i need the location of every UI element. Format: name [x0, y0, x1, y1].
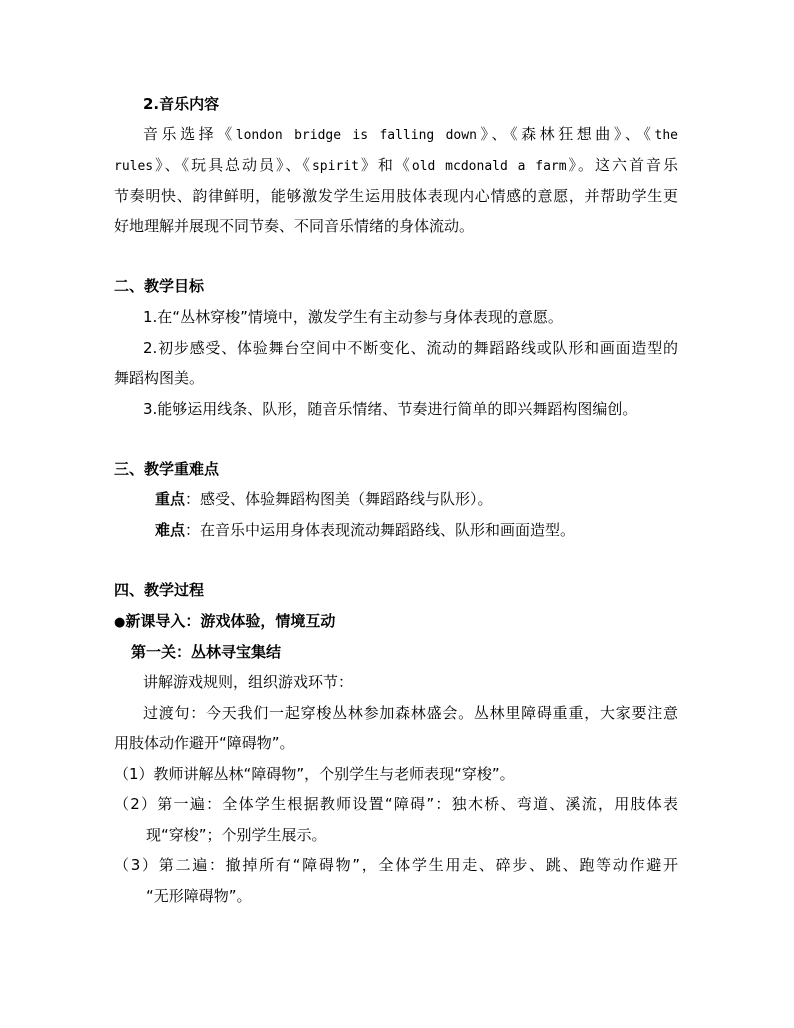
song-title: old mcdonald a farm — [411, 159, 567, 174]
game-rules-line: 讲解游戏规则，组织游戏环节： — [143, 673, 354, 691]
text-run: 》和《 — [358, 156, 412, 174]
music-para-line-4: 好地理解并展现不同节奏、不同音乐情绪的身体流动。 — [114, 217, 475, 235]
goal-item-3: 3.能够运用线条、队形，随音乐情绪、节奏进行简单的即兴舞蹈构图编创。 — [143, 400, 638, 418]
step-2-line-1: （2）第一遍：全体学生根据教师设置“障碍”：独木桥、弯道、溪流，用肢体表 — [114, 795, 678, 813]
bullet-icon: ● — [114, 615, 126, 630]
music-para-line-2 — [114, 155, 678, 175]
difficult-point-text: ：在音乐中运用身体表现流动舞蹈路线、队形和画面造型。 — [185, 521, 576, 539]
text-run: 音乐选择《 — [143, 125, 236, 143]
section-heading-process: 四、教学过程 — [114, 581, 205, 599]
step-3-line-1: （3）第二遍：撤掉所有“障碍物”，全体学生用走、碎步、跳、跑等动作避开 — [114, 856, 678, 874]
transition-line-2: 用肢体动作避开“障碍物”。 — [114, 734, 295, 752]
text-run: 》、《玩具总动员》、《 — [153, 156, 312, 174]
music-para-line-1 — [143, 124, 678, 144]
song-title: rules — [114, 159, 154, 174]
section-heading-key-points: 三、教学重难点 — [114, 460, 220, 478]
key-point-text: ：感受、体验舞蹈构图美（舞蹈路线与队形）。 — [185, 490, 493, 508]
song-title: london bridge is falling down — [235, 128, 477, 143]
goal-item-2-line-1: 2.初步感受、体验舞台空间中不断变化、流动的舞蹈路线或队形和画面造型的 — [143, 339, 678, 357]
music-para-line-3: 节奏明快、韵律鲜明，能够激发学生运用肢体表现内心情感的意愿，并帮助学生更 — [114, 187, 678, 205]
text-run: 》、《森林狂想曲》、《 — [476, 125, 655, 143]
song-title: the — [654, 128, 678, 143]
difficult-point-label: 难点 — [155, 521, 186, 539]
step-1: （1）教师讲解丛林“障碍物”，个别学生与老师表现“穿梭”。 — [114, 765, 515, 783]
new-lesson-intro-text: 新课导入：游戏体验，情境互动 — [125, 612, 336, 630]
step-2-line-2: 现“穿梭”；个别学生展示。 — [146, 826, 327, 844]
key-point-label: 重点 — [155, 490, 186, 508]
text-run: 》。这六首音乐 — [566, 156, 678, 174]
section-heading-goals: 二、教学目标 — [114, 277, 205, 295]
goal-item-2-line-2: 舞蹈构图美。 — [114, 369, 205, 387]
transition-line-1: 过渡句：今天我们一起穿梭丛林参加森林盛会。丛林里障碍重重，大家要注意 — [143, 704, 678, 722]
section-heading-music: 2.音乐内容 — [143, 95, 220, 113]
difficult-point — [155, 520, 575, 540]
step-3-line-2: “无形障碍物”。 — [146, 887, 252, 905]
level-1-heading: 第一关：丛林寻宝集结 — [131, 643, 282, 661]
goal-item-1: 1.在“丛林穿梭”情境中，激发学生有主动参与身体表现的意愿。 — [143, 308, 563, 326]
song-title: spirit — [311, 159, 359, 174]
key-point — [155, 489, 493, 509]
new-lesson-intro — [114, 611, 335, 631]
